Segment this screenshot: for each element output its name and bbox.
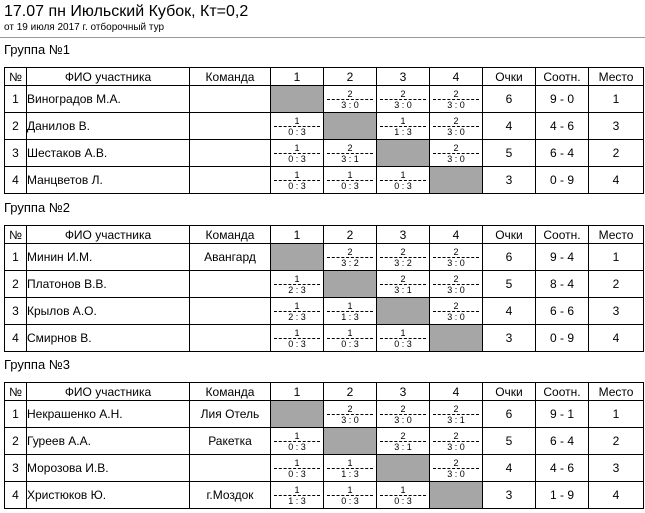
match-result-cell <box>271 482 324 509</box>
match-result-cell <box>271 428 324 455</box>
match-points: 2 <box>327 404 373 415</box>
group-title: Группа №2 <box>4 200 70 215</box>
table-row <box>5 455 644 482</box>
match-score: 3 : 1 <box>394 284 412 295</box>
match-result-cell <box>324 455 377 482</box>
row-number: 4 <box>5 167 27 194</box>
points-total: 4 <box>483 455 536 482</box>
match-score: 3 : 0 <box>447 153 465 164</box>
final-place: 3 <box>589 113 644 140</box>
match-result-cell <box>271 140 324 167</box>
sets-ratio: 6 - 4 <box>536 140 589 167</box>
match-points: 2 <box>380 404 426 415</box>
header-col-team: Команда <box>190 226 271 244</box>
participant-team: Авангард <box>190 244 271 271</box>
final-place: 3 <box>589 298 644 325</box>
match-points: 1 <box>380 170 426 181</box>
self-match-cell <box>430 167 483 194</box>
match-result-cell <box>377 244 430 271</box>
table-row <box>5 325 644 352</box>
row-number: 4 <box>5 325 27 352</box>
header-col-name: ФИО участника <box>27 226 190 244</box>
match-score: 0 : 3 <box>394 180 412 191</box>
table-header-row <box>5 226 644 244</box>
match-score: 3 : 0 <box>447 284 465 295</box>
match-result-cell <box>271 271 324 298</box>
participant-team: Лия Отель <box>190 401 271 428</box>
match-score: 3 : 0 <box>447 311 465 322</box>
match-score: 0 : 3 <box>394 495 412 506</box>
self-match-cell <box>324 271 377 298</box>
participant-name: Виноградов М.А. <box>27 86 190 113</box>
sets-ratio: 8 - 4 <box>536 271 589 298</box>
self-match-cell <box>271 401 324 428</box>
sets-ratio: 6 - 6 <box>536 298 589 325</box>
header-col-opp-2: 2 <box>324 383 377 401</box>
self-match-cell <box>377 298 430 325</box>
header-col-ratio: Соотн. <box>536 68 589 86</box>
match-points: 1 <box>327 485 373 496</box>
table-row <box>5 271 644 298</box>
sets-ratio: 0 - 9 <box>536 325 589 352</box>
match-result-cell <box>430 86 483 113</box>
final-place: 3 <box>589 455 644 482</box>
match-result-cell <box>324 140 377 167</box>
match-points: 2 <box>433 458 479 469</box>
match-score: 3 : 1 <box>394 441 412 452</box>
row-number: 3 <box>5 140 27 167</box>
match-result-cell <box>324 167 377 194</box>
self-match-cell <box>377 455 430 482</box>
table-row <box>5 86 644 113</box>
final-place: 2 <box>589 271 644 298</box>
match-score: 0 : 3 <box>341 495 359 506</box>
match-score: 0 : 3 <box>341 338 359 349</box>
participant-name: Морозова И.В. <box>27 455 190 482</box>
group-title: Группа №3 <box>4 357 70 372</box>
match-points: 2 <box>380 89 426 100</box>
match-score: 0 : 3 <box>288 441 306 452</box>
table-header-row <box>5 383 644 401</box>
match-score: 3 : 0 <box>341 99 359 110</box>
sets-ratio: 4 - 6 <box>536 113 589 140</box>
table-row <box>5 140 644 167</box>
match-points: 2 <box>433 143 479 154</box>
self-match-cell <box>430 482 483 509</box>
match-score: 3 : 0 <box>447 126 465 137</box>
match-result-cell <box>377 401 430 428</box>
match-score: 0 : 3 <box>288 468 306 479</box>
match-result-cell <box>324 298 377 325</box>
match-result-cell <box>430 428 483 455</box>
match-score: 3 : 1 <box>341 153 359 164</box>
participant-team <box>190 325 271 352</box>
header-col-team: Команда <box>190 383 271 401</box>
table-row <box>5 482 644 509</box>
match-score: 3 : 0 <box>447 441 465 452</box>
match-points: 2 <box>433 247 479 258</box>
table-header-row <box>5 68 644 86</box>
participant-team <box>190 271 271 298</box>
table-row <box>5 401 644 428</box>
match-result-cell <box>430 401 483 428</box>
header-col-ratio: Соотн. <box>536 226 589 244</box>
match-result-cell <box>430 271 483 298</box>
match-points: 1 <box>274 431 320 442</box>
header-col-points: Очки <box>483 68 536 86</box>
points-total: 4 <box>483 113 536 140</box>
header-col-opp-1: 1 <box>271 68 324 86</box>
match-score: 1 : 3 <box>341 468 359 479</box>
match-points: 1 <box>274 143 320 154</box>
match-score: 0 : 3 <box>288 338 306 349</box>
header-col-opp-3: 3 <box>377 383 430 401</box>
sets-ratio: 1 - 9 <box>536 482 589 509</box>
match-points: 1 <box>274 301 320 312</box>
group-title: Группа №1 <box>4 42 70 57</box>
sets-ratio: 9 - 1 <box>536 401 589 428</box>
match-result-cell <box>430 113 483 140</box>
header-col-num: № <box>5 383 27 401</box>
participant-team: Ракетка <box>190 428 271 455</box>
match-result-cell <box>271 298 324 325</box>
final-place: 4 <box>589 482 644 509</box>
match-result-cell <box>430 455 483 482</box>
match-result-cell <box>324 482 377 509</box>
participant-name: Манцветов Л. <box>27 167 190 194</box>
row-number: 4 <box>5 482 27 509</box>
header-divider <box>0 37 645 38</box>
header-col-name: ФИО участника <box>27 68 190 86</box>
match-points: 1 <box>380 116 426 127</box>
row-number: 3 <box>5 455 27 482</box>
header-col-points: Очки <box>483 383 536 401</box>
match-score: 3 : 0 <box>394 414 412 425</box>
match-score: 2 : 3 <box>288 284 306 295</box>
match-points: 2 <box>433 89 479 100</box>
match-result-cell <box>430 140 483 167</box>
points-total: 6 <box>483 86 536 113</box>
row-number: 1 <box>5 401 27 428</box>
final-place: 2 <box>589 428 644 455</box>
match-score: 3 : 2 <box>394 257 412 268</box>
participant-team <box>190 455 271 482</box>
table-row <box>5 428 644 455</box>
match-points: 1 <box>380 485 426 496</box>
match-result-cell <box>377 325 430 352</box>
header-col-ratio: Соотн. <box>536 383 589 401</box>
participant-team <box>190 167 271 194</box>
group-table <box>4 67 644 194</box>
header-col-opp-3: 3 <box>377 226 430 244</box>
final-place: 1 <box>589 86 644 113</box>
match-score: 1 : 3 <box>394 126 412 137</box>
participant-name: Данилов В. <box>27 113 190 140</box>
participant-name: Платонов В.В. <box>27 271 190 298</box>
match-points: 2 <box>433 404 479 415</box>
match-points: 1 <box>274 116 320 127</box>
match-result-cell <box>377 482 430 509</box>
match-score: 1 : 3 <box>288 495 306 506</box>
points-total: 4 <box>483 298 536 325</box>
match-score: 3 : 0 <box>341 414 359 425</box>
match-result-cell <box>324 325 377 352</box>
match-points: 2 <box>433 274 479 285</box>
participant-name: Гуреев А.А. <box>27 428 190 455</box>
match-score: 2 : 3 <box>288 311 306 322</box>
match-score: 0 : 3 <box>288 180 306 191</box>
participant-team <box>190 298 271 325</box>
match-points: 2 <box>380 274 426 285</box>
match-score: 0 : 3 <box>288 153 306 164</box>
table-row <box>5 244 644 271</box>
header-col-points: Очки <box>483 226 536 244</box>
match-points: 2 <box>433 116 479 127</box>
match-points: 1 <box>327 301 373 312</box>
match-result-cell <box>271 455 324 482</box>
match-result-cell <box>271 325 324 352</box>
match-points: 2 <box>380 431 426 442</box>
match-result-cell <box>271 113 324 140</box>
match-score: 3 : 0 <box>447 257 465 268</box>
row-number: 1 <box>5 244 27 271</box>
match-result-cell <box>377 428 430 455</box>
header-col-place: Место <box>589 226 644 244</box>
participant-name: Минин И.М. <box>27 244 190 271</box>
match-score: 3 : 0 <box>447 99 465 110</box>
final-place: 1 <box>589 244 644 271</box>
points-total: 3 <box>483 325 536 352</box>
header-col-opp-1: 1 <box>271 226 324 244</box>
match-score: 3 : 0 <box>447 468 465 479</box>
sets-ratio: 4 - 6 <box>536 455 589 482</box>
match-score: 0 : 3 <box>288 126 306 137</box>
final-place: 4 <box>589 167 644 194</box>
match-points: 2 <box>327 247 373 258</box>
match-result-cell <box>377 113 430 140</box>
match-points: 1 <box>274 328 320 339</box>
table-row <box>5 298 644 325</box>
participant-team <box>190 86 271 113</box>
header-col-num: № <box>5 226 27 244</box>
match-score: 1 : 3 <box>341 311 359 322</box>
participant-name: Некрашенко А.Н. <box>27 401 190 428</box>
match-score: 3 : 2 <box>341 257 359 268</box>
table-row <box>5 167 644 194</box>
match-result-cell <box>271 167 324 194</box>
final-place: 4 <box>589 325 644 352</box>
match-points: 1 <box>274 274 320 285</box>
header-col-opp-2: 2 <box>324 226 377 244</box>
participant-name: Шестаков А.В. <box>27 140 190 167</box>
self-match-cell <box>324 113 377 140</box>
row-number: 2 <box>5 428 27 455</box>
row-number: 2 <box>5 113 27 140</box>
match-result-cell <box>430 298 483 325</box>
table-row <box>5 113 644 140</box>
header-col-place: Место <box>589 68 644 86</box>
points-total: 5 <box>483 140 536 167</box>
match-points: 1 <box>274 458 320 469</box>
final-place: 2 <box>589 140 644 167</box>
match-score: 0 : 3 <box>341 180 359 191</box>
match-result-cell <box>324 86 377 113</box>
page-subtitle: от 19 июля 2017 г. отборочный тур <box>4 22 165 33</box>
header-col-team: Команда <box>190 68 271 86</box>
match-points: 2 <box>433 431 479 442</box>
row-number: 3 <box>5 298 27 325</box>
header-col-opp-4: 4 <box>430 383 483 401</box>
header-col-opp-3: 3 <box>377 68 430 86</box>
match-points: 2 <box>380 247 426 258</box>
header-col-num: № <box>5 68 27 86</box>
sets-ratio: 6 - 4 <box>536 428 589 455</box>
header-col-opp-1: 1 <box>271 383 324 401</box>
row-number: 2 <box>5 271 27 298</box>
match-result-cell <box>324 401 377 428</box>
header-col-name: ФИО участника <box>27 383 190 401</box>
match-points: 2 <box>433 301 479 312</box>
group-table <box>4 382 644 509</box>
sets-ratio: 9 - 4 <box>536 244 589 271</box>
match-result-cell <box>324 244 377 271</box>
header-col-opp-4: 4 <box>430 226 483 244</box>
sets-ratio: 9 - 0 <box>536 86 589 113</box>
self-match-cell <box>377 140 430 167</box>
page-header <box>4 2 248 34</box>
sets-ratio: 0 - 9 <box>536 167 589 194</box>
self-match-cell <box>430 325 483 352</box>
match-result-cell <box>377 271 430 298</box>
match-result-cell <box>377 167 430 194</box>
participant-name: Смирнов В. <box>27 325 190 352</box>
group-table <box>4 225 644 352</box>
self-match-cell <box>324 428 377 455</box>
points-total: 6 <box>483 401 536 428</box>
row-number: 1 <box>5 86 27 113</box>
self-match-cell <box>271 86 324 113</box>
points-total: 6 <box>483 244 536 271</box>
page-title: 17.07 пн Июльский Кубок, Кт=0,2 <box>4 3 249 20</box>
final-place: 1 <box>589 401 644 428</box>
header-col-opp-2: 2 <box>324 68 377 86</box>
match-points: 2 <box>327 89 373 100</box>
participant-team <box>190 140 271 167</box>
match-points: 1 <box>327 170 373 181</box>
points-total: 5 <box>483 271 536 298</box>
header-col-place: Место <box>589 383 644 401</box>
match-score: 3 : 1 <box>447 414 465 425</box>
participant-name: Крылов А.О. <box>27 298 190 325</box>
participant-name: Христюков Ю. <box>27 482 190 509</box>
points-total: 3 <box>483 167 536 194</box>
match-points: 2 <box>327 143 373 154</box>
match-score: 3 : 0 <box>394 99 412 110</box>
match-result-cell <box>430 244 483 271</box>
match-score: 0 : 3 <box>394 338 412 349</box>
participant-team <box>190 113 271 140</box>
points-total: 5 <box>483 428 536 455</box>
match-result-cell <box>377 86 430 113</box>
match-points: 1 <box>327 328 373 339</box>
match-points: 1 <box>327 458 373 469</box>
match-points: 1 <box>380 328 426 339</box>
match-points: 1 <box>274 485 320 496</box>
participant-team: г.Моздок <box>190 482 271 509</box>
match-points: 1 <box>274 170 320 181</box>
self-match-cell <box>271 244 324 271</box>
points-total: 3 <box>483 482 536 509</box>
header-col-opp-4: 4 <box>430 68 483 86</box>
